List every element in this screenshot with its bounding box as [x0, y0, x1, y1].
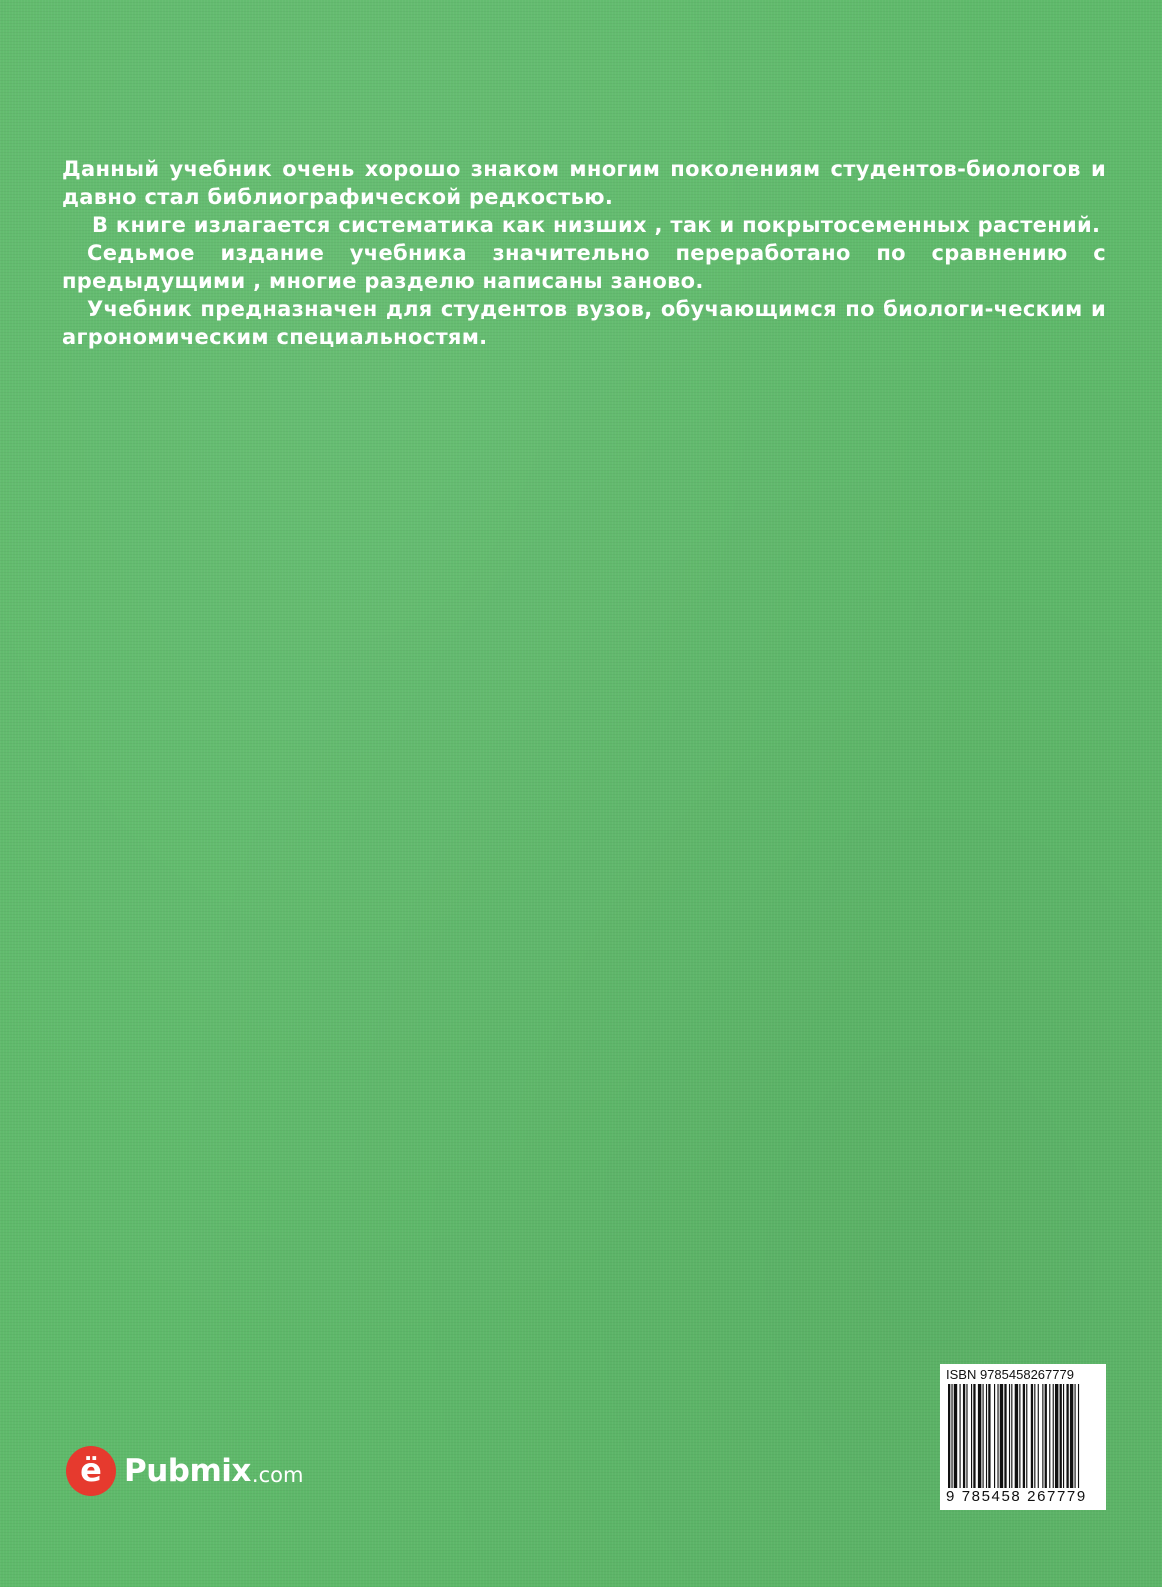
- blurb-paragraph: Седьмое издание учебника значительно переработано по сравнению с предыдущими , многие разделю написаны заново.: [62, 241, 1106, 293]
- blurb-paragraph: В книге излагается систематика как низших , так и покрытосеменных растений.: [92, 213, 1101, 237]
- blurb-paragraph: Учебник предназначен для студентов вузов, обучающимся по биологи-ческим и агрономическим специальностям.: [62, 297, 1106, 349]
- publisher-logo: [66, 1447, 303, 1495]
- isbn-barcode: [940, 1364, 1106, 1510]
- barcode-bars: [946, 1384, 1100, 1488]
- back-cover-blurb: [62, 155, 1106, 351]
- publisher-logo-icon: ё: [66, 1446, 116, 1496]
- publisher-domain: .com: [251, 1462, 304, 1487]
- publisher-name: Pubmix: [124, 1453, 251, 1489]
- barcode-digits: 9 785458 267779: [946, 1488, 1087, 1505]
- blurb-paragraph: Данный учебник очень хорошо знаком многим поколениям студентов-биологов и давно стал библиографической редкостью.: [62, 157, 1106, 209]
- isbn-label: ISBN 9785458267779: [946, 1367, 1074, 1382]
